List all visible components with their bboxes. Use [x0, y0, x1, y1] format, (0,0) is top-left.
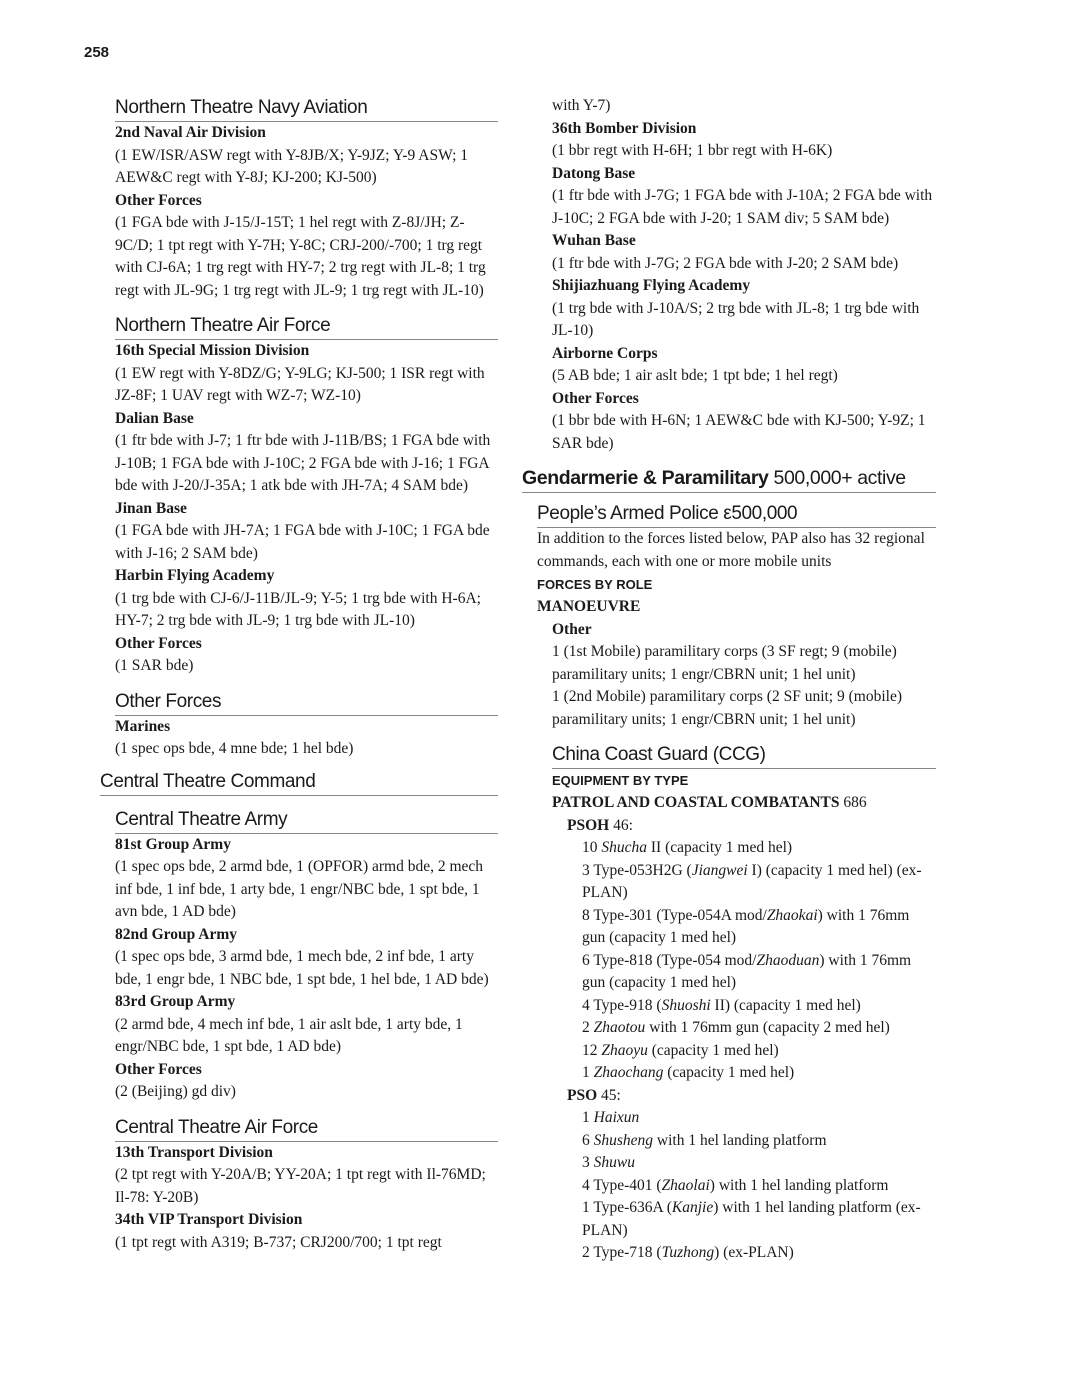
section-heading: Northern Theatre Air Force	[115, 313, 498, 340]
unit-label: Other Forces	[552, 389, 639, 407]
unit-label: Dalian Base	[115, 409, 194, 427]
item-text: II (capacity 1 med hel)	[647, 839, 793, 856]
unit-text: with Y-7)	[552, 97, 611, 114]
right-column	[522, 95, 936, 1265]
equipment-item	[582, 1152, 936, 1175]
intro-text: In addition to the forces listed below, PAP also has 32 regional commands, each with one or more mobile units	[537, 530, 925, 570]
unit-label: Wuhan Base	[552, 232, 636, 249]
item-class-name: Shucha	[601, 839, 648, 856]
item-text: 8 Type-301 (Type-054A mod/	[582, 906, 767, 924]
equipment-item	[582, 1175, 936, 1198]
section-heading	[522, 466, 936, 493]
unit-label: Marines	[115, 717, 171, 735]
section-heading: China Coast Guard (CCG)	[552, 742, 936, 769]
item-class-name: Tuzhong	[661, 1244, 715, 1261]
section-heading	[537, 501, 936, 528]
equipment-item	[582, 995, 936, 1018]
item-text: ) with 1 76mm gun (capacity 1 med hel)	[582, 951, 912, 991]
unit-text: (1 FGA bde with J-15/J-15T; 1 hel regt with Z-8J/JH; Z-9C/D; 1 tpt regt with Y-7H; Y-8C; CRJ-200/-700; 1 trg regt with CJ-6A; 1 trg regt with HY-7; 2 trg regt with JL-8; 1 trg regt with JL-9G; 1 trg regt with JL-9; 1 trg regt with JL-10)	[115, 214, 486, 299]
unit-text: 1 (1st Mobile) paramilitary corps (3 SF regt; 9 (mobile) paramilitary units; 1 engr/CBRN unit; 1 hel unit)	[552, 643, 897, 683]
item-text: 10	[582, 839, 602, 856]
page-number: 258	[84, 44, 110, 61]
item-class-name: Zhaolai	[661, 1176, 710, 1194]
equipment-item	[582, 860, 936, 905]
role-heading: MANOEUVRE	[537, 598, 641, 615]
unit-label: Airborne Corps	[552, 344, 658, 362]
category-count: 686	[843, 794, 867, 811]
item-text: 6 Type-818 (Type-054 mod/	[582, 951, 757, 969]
subcategory-label: PSO	[567, 1086, 598, 1104]
subcategory-count: 46:	[613, 816, 633, 834]
unit-text: (1 EW regt with Y-8DZ/G; Y-9LG; KJ-500; 1 ISR regt with JZ-8F; 1 UAV regt with WZ-7; WZ-10)	[115, 364, 485, 404]
item-text: (capacity 1 med hel)	[663, 1064, 795, 1081]
equipment-item	[582, 905, 936, 950]
item-class-name: Zhaokai	[766, 906, 818, 924]
item-text: ) (ex-PLAN)	[714, 1244, 794, 1261]
item-class-name: Zhaoyu	[601, 1041, 648, 1059]
item-text: ) with 1 76mm gun (capacity 1 med hel)	[582, 906, 910, 946]
item-text: with 1 hel landing platform	[653, 1131, 827, 1149]
item-text: 2 Type-718 (	[582, 1244, 662, 1261]
unit-label: Shijiazhuang Flying Academy	[552, 277, 751, 294]
item-class-name: Shuoshi	[661, 996, 711, 1014]
section-heading: Central Theatre Command	[100, 769, 498, 796]
category-heading: FORCES BY ROLE	[537, 577, 653, 592]
equipment-item	[582, 1242, 936, 1265]
item-class-name: Shusheng	[593, 1131, 654, 1149]
heading-strength: 500,000+ active	[773, 467, 906, 489]
unit-label: 2nd Naval Air Division	[115, 124, 266, 141]
item-text: I) (capacity 1 med hel) (ex-PLAN)	[582, 861, 922, 901]
heading-title: People’s Armed Police	[537, 503, 719, 524]
unit-text: (1 ftr bde with J-7G; 2 FGA bde with J-20; 2 SAM bde)	[552, 254, 899, 272]
item-class-name: Jiangwei	[691, 861, 748, 879]
item-text: 2	[582, 1019, 594, 1036]
equipment-category	[552, 792, 936, 815]
section-heading: Other Forces	[115, 689, 498, 716]
section-central-theatre-command	[100, 769, 498, 796]
section-heading: Central Theatre Army	[115, 807, 498, 834]
equipment-item	[582, 950, 936, 995]
unit-label: Other Forces	[115, 191, 202, 209]
unit-label: 82nd Group Army	[115, 925, 238, 943]
item-text: 12	[582, 1041, 602, 1059]
unit-text: (1 ftr bde with J-7G; 1 FGA bde with J-10A; 2 FGA bde with J-10C; 2 FGA bde with J-20; 1 SAM div; 5 SAM bde)	[552, 187, 933, 227]
item-text: 1 Type-636A (	[582, 1199, 672, 1216]
item-text: 3 Type-053H2G (	[582, 861, 692, 879]
section-nt-air-force	[115, 313, 498, 678]
unit-label: Other Forces	[115, 1060, 202, 1078]
unit-text: (1 EW/ISR/ASW regt with Y-8JB/X; Y-9JZ; Y-9 ASW; 1 AEW&C regt with Y-8J; KJ-200; KJ-500)	[115, 146, 469, 186]
unit-text: (1 tpt regt with A319; B-737; CRJ200/700; 1 tpt regt	[115, 1233, 442, 1251]
item-text: ) with 1 hel landing platform (ex-PLAN)	[582, 1199, 921, 1239]
section-ct-air-continued	[552, 95, 936, 455]
left-column	[100, 95, 498, 1254]
unit-text: (1 bbr regt with H-6H; 1 bbr regt with H-6K)	[552, 142, 833, 159]
unit-label: Harbin Flying Academy	[115, 567, 275, 584]
equipment-item	[582, 1107, 936, 1130]
unit-label: 81st Group Army	[115, 835, 231, 853]
unit-text: (1 ftr bde with J-7; 1 ftr bde with J-11B/BS; 1 FGA bde with J-10B; 1 FGA bde with J-10C; 2 FGA bde with J-16; 1 FGA bde with J-20/J-35A; 1 atk bde with JH-7A; 4 SAM bde)	[115, 432, 491, 494]
unit-label: Jinan Base	[115, 499, 187, 517]
unit-text: (1 bbr bde with H-6N; 1 AEW&C bde with KJ-500; Y-9Z; 1 SAR bde)	[552, 412, 926, 452]
item-text: 6	[582, 1131, 594, 1149]
item-class-name: Haixun	[593, 1109, 640, 1126]
unit-label: Datong Base	[552, 164, 636, 182]
equipment-subcategory	[567, 815, 936, 838]
unit-text: (5 AB bde; 1 air aslt bde; 1 tpt bde; 1 hel regt)	[552, 367, 838, 384]
section-ccg	[552, 742, 936, 1265]
unit-label: 13th Transport Division	[115, 1143, 273, 1161]
unit-text: (1 spec ops bde, 3 armd bde, 1 mech bde, 2 inf bde, 1 arty bde, 1 engr bde, 1 NBC bde, 1 spt bde, 1 hel bde, 1 AD bde)	[115, 948, 489, 988]
unit-text: (1 spec ops bde, 2 armd bde, 1 (OPFOR) armd bde, 2 mech inf bde, 1 inf bde, 1 arty bde, 1 engr/NBC bde, 1 spt bde, 1 avn bde, 1 AD bde)	[115, 858, 484, 920]
unit-text: (1 FGA bde with JH-7A; 1 FGA bde with J-10C; 1 FGA bde with J-16; 2 SAM bde)	[115, 522, 490, 562]
pso-list	[582, 1107, 936, 1265]
heading-strength: ε500,000	[723, 503, 798, 524]
psoh-list	[582, 837, 936, 1085]
unit-text: (2 (Beijing) gd div)	[115, 1083, 236, 1100]
unit-text: (1 SAR bde)	[115, 657, 194, 674]
unit-label: 83rd Group Army	[115, 993, 236, 1010]
item-text: 1	[582, 1109, 594, 1126]
item-text: II) (capacity 1 med hel)	[710, 996, 861, 1014]
unit-label: Other	[552, 620, 592, 638]
section-pap	[537, 501, 936, 731]
equipment-item	[582, 1130, 936, 1153]
item-text: 3	[582, 1154, 594, 1171]
unit-text: (2 armd bde, 4 mech inf bde, 1 air aslt bde, 1 arty bde, 1 engr/NBC bde, 1 spt bde, 1 AD bde)	[115, 1015, 463, 1055]
category-heading: EQUIPMENT BY TYPE	[552, 773, 689, 788]
unit-text: 1 (2nd Mobile) paramilitary corps (2 SF unit; 9 (mobile) paramilitary units; 1 engr/CBRN unit; 1 hel unit)	[552, 688, 902, 728]
equipment-item	[582, 1017, 936, 1040]
item-text: 4 Type-401 (	[582, 1176, 662, 1194]
item-class-name: Shuwu	[593, 1154, 635, 1171]
item-text: ) with 1 hel landing platform	[709, 1176, 889, 1194]
heading-title: Gendarmerie & Paramilitary	[522, 467, 769, 489]
section-nt-navy-aviation	[115, 95, 498, 302]
item-text: 1	[582, 1064, 594, 1081]
equipment-subcategory	[567, 1085, 936, 1108]
section-heading: Northern Theatre Navy Aviation	[115, 95, 498, 122]
unit-text: (2 tpt regt with Y-20A/B; YY-20A; 1 tpt regt with Il-76MD; Il-78: Y-20B)	[115, 1166, 486, 1206]
unit-label: 36th Bomber Division	[552, 119, 697, 137]
subcategory-label: PSOH	[567, 816, 610, 834]
unit-label: 34th VIP Transport Division	[115, 1211, 303, 1228]
unit-label: 16th Special Mission Division	[115, 342, 310, 359]
item-text: (capacity 1 med hel)	[647, 1041, 779, 1059]
equipment-item	[582, 837, 936, 860]
section-ct-army	[115, 807, 498, 1104]
item-text: with 1 76mm gun (capacity 2 med hel)	[645, 1019, 890, 1036]
item-class-name: Kanjie	[671, 1199, 714, 1216]
equipment-item	[582, 1040, 936, 1063]
category-label: PATROL AND COASTAL COMBATANTS	[552, 794, 840, 811]
item-class-name: Zhaochang	[593, 1064, 664, 1081]
item-class-name: Zhaotou	[593, 1019, 646, 1036]
section-other-forces	[115, 689, 498, 761]
item-text: 4 Type-918 (	[582, 996, 662, 1014]
unit-label: Other Forces	[115, 634, 202, 652]
unit-text: (1 spec ops bde, 4 mne bde; 1 hel bde)	[115, 740, 354, 757]
section-heading: Central Theatre Air Force	[115, 1115, 498, 1142]
unit-text: (1 trg bde with J-10A/S; 2 trg bde with JL-8; 1 trg bde with JL-10)	[552, 299, 920, 339]
equipment-item	[582, 1062, 936, 1085]
unit-text: (1 trg bde with CJ-6/J-11B/JL-9; Y-5; 1 trg bde with H-6A; HY-7; 2 trg bde with JL-9; 1 trg bde with JL-10)	[115, 589, 481, 629]
item-class-name: Zhaoduan	[756, 951, 820, 969]
section-ct-air-force	[115, 1115, 498, 1255]
equipment-item	[582, 1197, 936, 1242]
subcategory-count: 45:	[601, 1086, 621, 1104]
section-gendarmerie	[522, 466, 936, 493]
